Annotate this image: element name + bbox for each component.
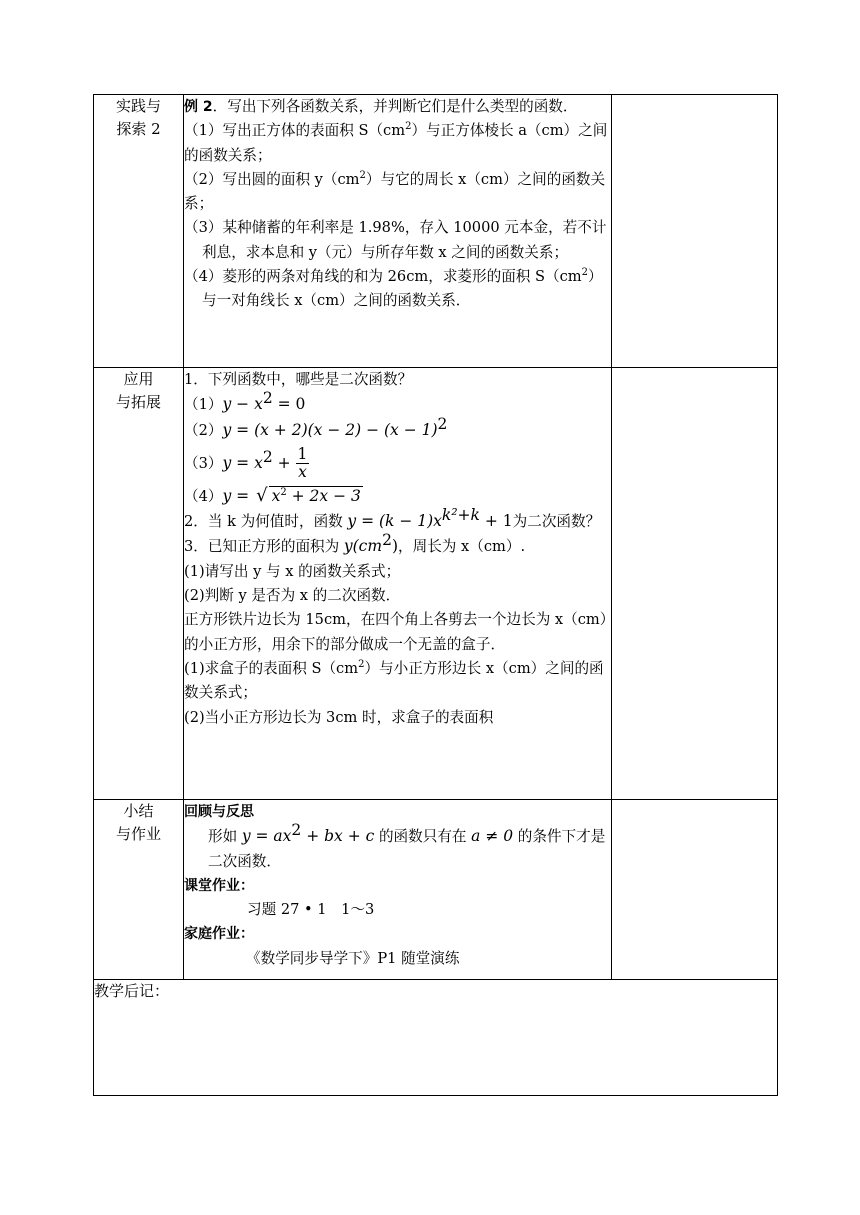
- practice-item-3: （3）某种储蓄的年利率是 1.98%，存入 10000 元本金，若不计利息，求本息和 y（元）与所存年数 x 之间的函数关系；: [184, 219, 607, 261]
- item-text: ）与正方体棱长 a（cm）之间的函数关系；: [184, 122, 608, 164]
- question-3-part-2: (2)判断 y 是否为 x 的二次函数．: [184, 587, 401, 605]
- math-expression: +: [272, 453, 296, 472]
- superscript: k²+k: [441, 506, 480, 525]
- table-row-apply: [94, 368, 778, 800]
- math-expression: a ≠ 0: [471, 827, 514, 846]
- superscript: 2: [405, 121, 412, 133]
- math-expression: y = (k − 1)x: [347, 512, 442, 531]
- item-text: ）与它的周长 x（cm）之间的函数关系；: [184, 170, 606, 213]
- review-text-part: 的条件下才是二次函数．: [208, 828, 606, 870]
- question-1-option-4: [184, 484, 611, 509]
- example-number: 例 2: [184, 99, 213, 115]
- question-4-part-1: [184, 657, 611, 706]
- classwork-body: 习题 27 • 1 1～3: [247, 901, 375, 919]
- homework-title: 家庭作业：: [184, 926, 254, 943]
- lesson-plan-table: [93, 94, 778, 1096]
- section-content-summary: [184, 800, 612, 980]
- superscript: 2: [382, 531, 392, 550]
- table-row-practice: [94, 95, 778, 368]
- superscript: 2: [359, 170, 366, 182]
- review-text: [184, 821, 611, 874]
- label-line-1: 实践与: [115, 97, 161, 115]
- superscript: 2: [358, 659, 365, 671]
- question-1-option-2: [184, 414, 611, 443]
- question-4: 正方形铁片边长为 15cm，在四个角上各剪去一个边长为 x（cm）的小正方形，用余下的部分做成一个无盖的盒子．: [184, 611, 608, 653]
- item-text: （4）菱形的两条对角线的和为 26cm，求菱形的面积 S（cm: [184, 268, 582, 286]
- section-content-practice: [184, 95, 612, 368]
- practice-item-2: [184, 168, 611, 217]
- fraction: [296, 446, 310, 481]
- radical-icon: √: [256, 484, 268, 506]
- question-1-option-1: [184, 389, 611, 417]
- option-label: （4）: [184, 487, 223, 505]
- question-text: ，周长为 x（cm）.: [398, 538, 526, 556]
- superscript: 2: [280, 486, 287, 498]
- section-content-apply: [184, 368, 612, 800]
- label-line-2: 与作业: [115, 825, 161, 843]
- math-expression: y = (x + 2)(x − 2) − (x − 1): [222, 420, 438, 439]
- math-expression: = 0: [272, 395, 306, 414]
- superscript: 2: [291, 821, 302, 840]
- item-text: （2）写出圆的面积 y（cm: [184, 170, 360, 188]
- question-1: 1．下列函数中，哪些是二次函数？: [184, 371, 413, 388]
- classwork-title: 课堂作业：: [184, 877, 254, 894]
- teaching-notes-label: 教学后记：: [94, 982, 170, 1000]
- label-line-1: 应用: [123, 370, 154, 388]
- section-label-summary: [94, 800, 184, 980]
- superscript: 2: [581, 267, 588, 279]
- math-expression: ): [391, 537, 398, 556]
- review-text-part: 形如: [208, 828, 242, 846]
- question-text: 2．当 k 为何值时，函数: [184, 513, 348, 531]
- fraction-denominator: x: [298, 463, 307, 482]
- math-expression: + bx + c: [301, 827, 375, 846]
- math-expression: y =: [222, 486, 255, 505]
- fraction-numerator: 1: [297, 445, 308, 464]
- question-text: 3．已知正方形的面积为: [184, 538, 344, 556]
- option-label: （1）: [184, 396, 223, 414]
- label-line-2: 探索 2: [116, 120, 161, 138]
- question-text: (1)求盒子的表面积 S（cm: [184, 659, 359, 677]
- question-text: ）与小正方形边长 x（cm）之间的函数关系式；: [184, 659, 604, 702]
- math-expression: y(cm: [343, 537, 383, 556]
- label-line-2: 与拓展: [115, 393, 161, 411]
- review-title: 回顾与反思: [184, 804, 254, 820]
- table-row-summary: [94, 800, 778, 980]
- question-1-option-3: [184, 443, 611, 484]
- label-line-1: 小结: [123, 802, 154, 820]
- question-text: 为二次函数？: [512, 513, 601, 531]
- question-2: [184, 506, 611, 534]
- notes-cell: [612, 368, 778, 800]
- math-expression: y − x: [222, 395, 263, 414]
- math-expression: + 2x − 3: [286, 486, 361, 505]
- table-row-footer: [94, 980, 778, 1096]
- homework-body: 《数学同步导学下》P1 随堂演练: [246, 949, 460, 967]
- option-label: （2）: [184, 421, 223, 439]
- example-title: [184, 95, 611, 119]
- item-text: ）与一对角线长 x（cm）之间的函数关系．: [202, 268, 603, 310]
- example-text: ．写出下列各函数关系，并判断它们是什么类型的函数．: [212, 98, 578, 115]
- practice-item-1: [184, 119, 611, 168]
- review-text-part: 的函数只有在: [374, 828, 472, 846]
- item-text: （1）写出正方体的表面积 S（cm: [184, 122, 406, 140]
- question-4-part-2: (2)当小正方形边长为 3cm 时，求盒子的表面积: [184, 708, 494, 726]
- superscript: 2: [262, 448, 273, 467]
- question-3: [184, 531, 611, 559]
- math-expression: x: [271, 486, 281, 505]
- notes-cell: [612, 800, 778, 980]
- superscript: 2: [437, 414, 448, 433]
- notes-cell: [612, 95, 778, 368]
- question-3-part-1: (1)请写出 y 与 x 的函数关系式；: [184, 562, 401, 580]
- math-expression: + 1: [479, 512, 513, 531]
- math-expression: y = ax: [241, 827, 292, 846]
- teaching-notes-cell: [94, 980, 778, 1096]
- option-label: （3）: [184, 454, 223, 472]
- section-label-apply: [94, 368, 184, 800]
- math-expression: y = x: [222, 453, 263, 472]
- superscript: 2: [262, 389, 273, 408]
- section-label-practice: [94, 95, 184, 368]
- practice-item-4: [184, 265, 611, 314]
- radicand: [269, 486, 363, 505]
